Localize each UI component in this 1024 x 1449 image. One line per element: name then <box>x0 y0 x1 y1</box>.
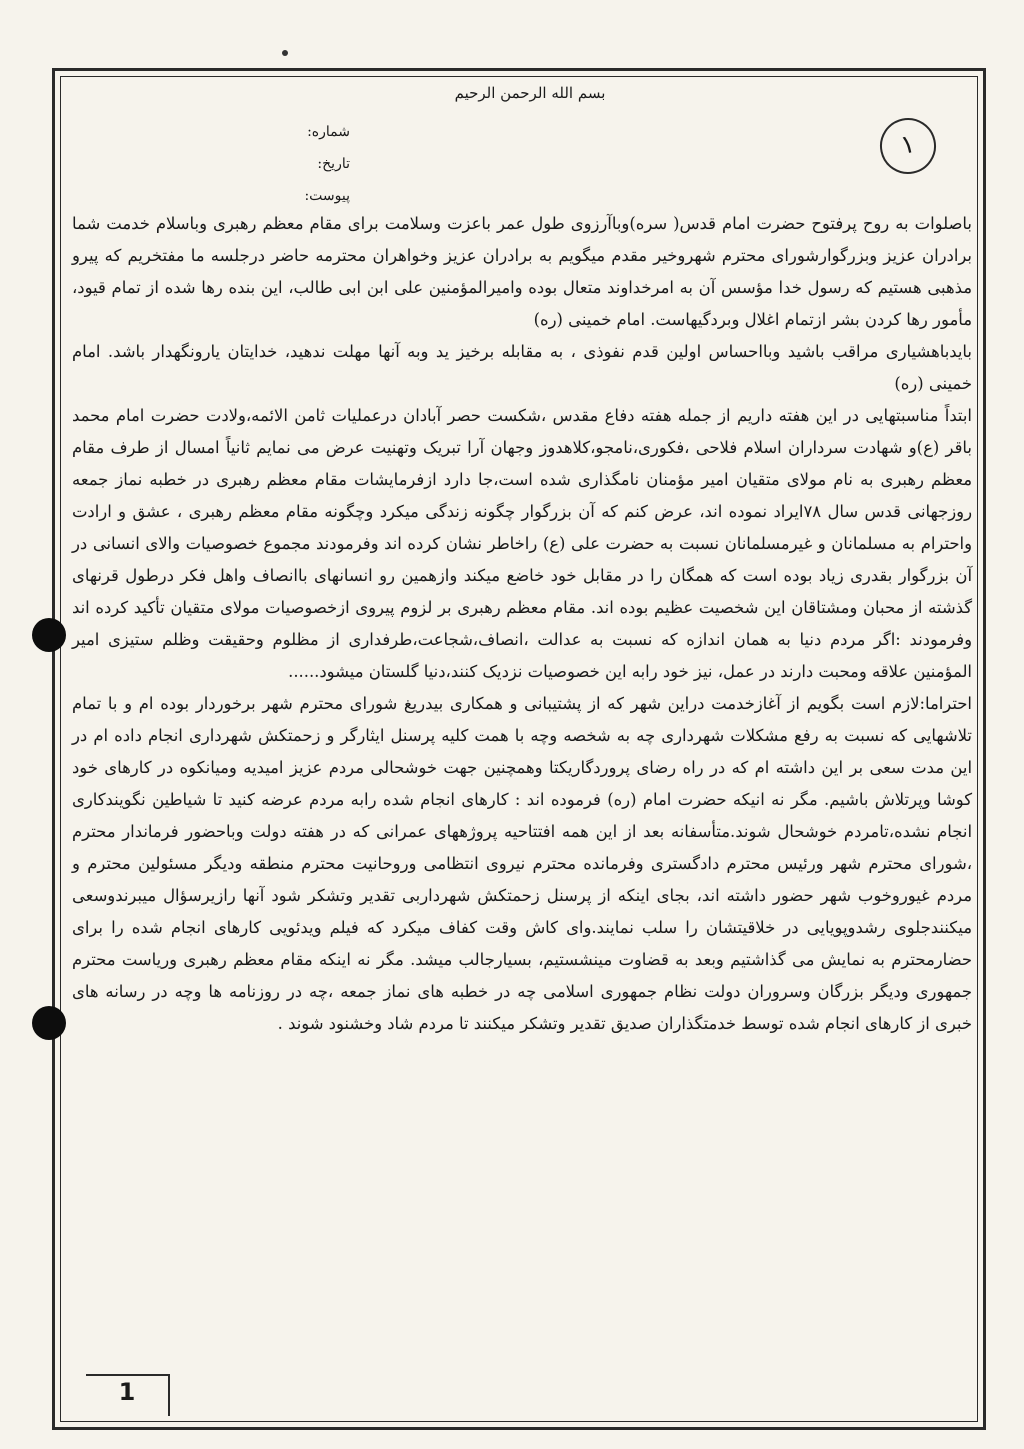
punch-hole-bottom <box>32 1006 66 1040</box>
handwritten-page-mark: ۱ <box>875 113 941 179</box>
date-label: تاریخ: <box>317 156 350 172</box>
scan-speck <box>282 50 288 56</box>
paragraph-opening: باصلوات به روح پرفتوح حضرت امام قدس( سره)وباآرزوی طول عمر باعزت وسلامت برای مقام معظم رهبری وباسلام خدمت شما برادران عزیز وبزرگوارشورای محترم شهروخیر مقدم میگویم به برادران عزیز وخواهران محترمه حاضر درجلسه ما مفتخریم که پیرو مذهبی هستیم که رسول خدا مؤسس آن به امرخداوند متعال بوده وامیرالمؤمنین علی ابن ابی طالب، این بنده رها شده از تمام قیود، مأمور رها کردن بشر ازتمام اغلال وبردگیهاست. امام خمینی (ره) <box>72 214 972 329</box>
letterhead-fields <box>230 118 350 214</box>
paragraph-quote: بایدباهشیاری مراقب باشید وبااحساس اولین قدم نفوذی ، به مقابله برخیز ید وبه آنها مهلت ندهید، خدایتان یارونگهدار باشد. امام خمینی (ره) <box>72 342 972 393</box>
attachment-label: پیوست: <box>304 188 350 204</box>
page-number: 1 <box>118 1378 136 1406</box>
bismillah-heading: بسم الله الرحمن الرحیم <box>454 84 606 102</box>
punch-hole-top <box>32 618 66 652</box>
letter-body <box>72 208 972 1040</box>
number-label: شماره: <box>307 124 350 140</box>
paragraph-occasions: ابتداً مناسبتهایی در این هفته داریم از جمله هفته دفاع مقدس ،شکست حصر آبادان درعملیات ثامن الائمه،ولادت حضرت امام محمد باقر (ع)و شهادت سرداران اسلام فلاحی ،فکوری،نامجو،کلاهدوز وجهان آرا تبریک وتهنیت عرض می نمایم ثانیاً امسال از طرف مقام معظم رهبری به نام مولای متقیان امیر مؤمنان نامگذاری شده است،جا دارد ازفرمایشات مقام معظم رهبری در خطبه نماز جمعه روزجهانی قدس سال ۷۸ایراد نموده اند، عرض کنم که آن بزرگوار چگونه زندگی میکرد وچگونه مقام معظم رهبری ، عشق و ارادت واحترام به مسلمانان و غیرمسلمانان نسبت به حضرت علی (ع) راخاطر نشان کرده اند وفرمودند مجموع خصوصیات والای انسانی در آن بزرگوار بقدری زیاد بوده است که همگان را در مقابل خود خاضع میکند وازهمین رو انسانهای باانصاف واهل فکر درطول قرنهای گذشته از محبان ومشتاقان این شخصیت عظیم بوده اند. مقام معظم رهبری بر لزوم پیروی ازخصوصیات مولای متقیان تأکید کرده اند وفرمودند :اگر مردم دنیا به همان اندازه که نسبت به عدالت ،انصاف،شجاعت،طرفداری از مظلوم وحقیقت وظلم ستیزی امیر المؤمنین علاقه ومحبت دارند در عمل، نیز خود رابه این خصوصیات نزدیک کنند،دنیا گلستان میشود...... <box>72 406 972 681</box>
paragraph-municipality: احتراما:لازم است بگویم از آغازخدمت دراین شهر که از پشتیبانی و همکاری بیدریغ شورای محترم شهر برخوردار بوده ام و با تمام تلاشهایی که نسبت به رفع مشکلات شهرداری چه به شخصه وچه با همت کلیه پرسنل ایثارگر و زحمتکش شهرداری انجام داده ام در این مدت سعی بر این داشته ام که در راه رضای پروردگاریکتا وهمچنین جهت خوشحالی مردم عزیز امیدیه ومیانکوه در کارهای خود کوشا وپرتلاش باشیم. مگر نه انیکه حضرت امام (ره) فرموده اند : کارهای انجام شده رابه مردم عرضه کنید تا شیاطین نگویندکاری انجام نشده،تامردم خوشحال شوند.متأسفانه بعد از این همه افتتاحیه پروژههای عمرانی که در هفته دولت وباحضور فرماندار محترم ،شورای محترم شهر ورئیس محترم دادگستری وفرمانده محترم نیروی انتظامی وروحانیت محترم منطقه ودیگر مسئولین محترم و مردم غیوروخوب شهر حضور داشته اند، بجای اینکه از پرسنل زحمتکش شهرداربی تقدیر وتشکر شود آنها رازیرسؤال میبرندوسعی میکنندجلوی رشدوپویایی در خلاقیتشان را سلب نمایند.وای کاش وقت کفاف میکرد که فیلم ویدئویی کارهای انجام شده را برای حضارمحترم به نمایش می گذاشتیم وبعد به قضاوت مینشستیم، بسیارجالب میشد. مگر نه اینکه مقام معظم رهبری وریاست محترم جمهوری ودیگر بزرگان وسروران دولت نظام جمهوری اسلامی چه در خطبه های نماز جمعه ،چه در روزنامه ها وچه در رسانه های خبری از کارهای انجام شده توسط خدمتگذاران صدیق تقدیر وتشکر میکنند تا مردم شاد وخشنود شوند . <box>72 694 972 1033</box>
